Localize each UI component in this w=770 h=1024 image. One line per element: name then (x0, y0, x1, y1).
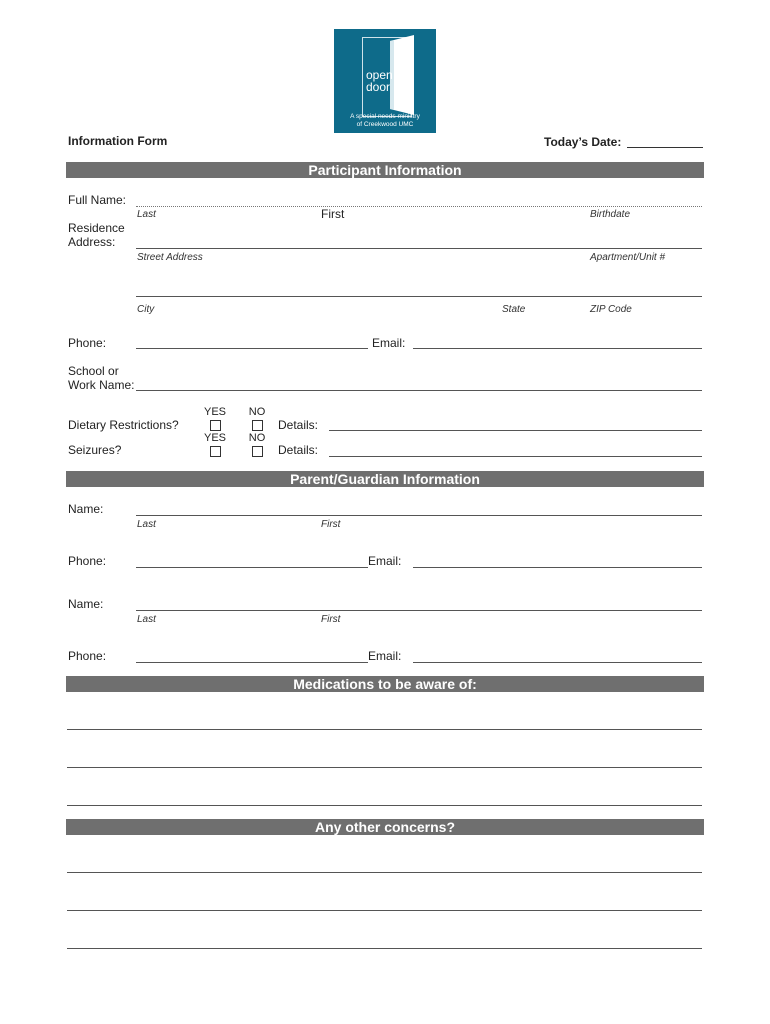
guardian2-name-field[interactable] (136, 610, 702, 611)
medications-line-2[interactable] (67, 767, 702, 768)
guardian1-name-field[interactable] (136, 515, 702, 516)
sub-city: City (137, 304, 155, 315)
medications-line-1[interactable] (67, 729, 702, 730)
seizures-no-checkbox[interactable] (252, 446, 263, 457)
logo-tagline-2: of Creekwood UMC (356, 121, 414, 128)
guardian1-name-label: Name: (68, 502, 104, 516)
guardian2-sub-first: First (321, 614, 341, 625)
dietary-yes-checkbox[interactable] (210, 420, 221, 431)
school-label-1: School or (68, 364, 119, 378)
todays-date-label: Today’s Date: (544, 135, 622, 149)
school-work-field[interactable] (136, 390, 702, 391)
open-door-logo (334, 29, 436, 133)
logo-word-door: door (366, 80, 391, 94)
seizures-no-label: NO (248, 432, 266, 444)
guardian2-name-label: Name: (68, 597, 104, 611)
dietary-details-label: Details: (278, 418, 319, 432)
residence-label-2: Address: (68, 235, 116, 249)
residence-label-1: Residence (68, 221, 125, 235)
guardian2-phone-label: Phone: (68, 649, 107, 663)
logo-word-open: open (366, 68, 393, 82)
medications-line-3[interactable] (67, 805, 702, 806)
guardian1-sub-first: First (321, 519, 341, 530)
concerns-line-2[interactable] (67, 910, 702, 911)
sub-street-address: Street Address (137, 252, 203, 263)
logo-tagline-1: A special needs ministry (350, 113, 420, 120)
section-participant-information: Participant Information (66, 162, 704, 178)
seizures-details-label: Details: (278, 443, 319, 457)
sub-first: First (321, 207, 345, 221)
guardian1-phone-label: Phone: (68, 554, 107, 568)
guardian2-email-label: Email: (368, 649, 402, 663)
sub-zip-code: ZIP Code (590, 304, 632, 315)
participant-phone-label: Phone: (68, 336, 107, 350)
sub-birthdate: Birthdate (590, 209, 631, 220)
full-name-field[interactable] (136, 206, 702, 207)
sub-apartment-unit: Apartment/Unit # (590, 252, 666, 263)
participant-email-field[interactable] (413, 348, 702, 349)
dietary-no-checkbox[interactable] (252, 420, 263, 431)
section-guardian-information: Parent/Guardian Information (66, 471, 704, 487)
todays-date-field[interactable] (627, 147, 703, 148)
sub-state: State (502, 304, 526, 315)
guardian2-phone-field[interactable] (136, 662, 368, 663)
dietary-details-field[interactable] (329, 430, 702, 431)
section-medications: Medications to be aware of: (66, 676, 704, 692)
participant-phone-field[interactable] (136, 348, 368, 349)
guardian1-email-label: Email: (368, 554, 402, 568)
dietary-yes-label: YES (203, 406, 226, 418)
sub-last: Last (137, 209, 156, 220)
guardian2-email-field[interactable] (413, 662, 702, 663)
guardian1-email-field[interactable] (413, 567, 702, 568)
seizures-label: Seizures? (68, 443, 122, 457)
participant-email-label: Email: (372, 336, 406, 350)
full-name-label: Full Name: (68, 193, 127, 207)
guardian2-sub-last: Last (137, 614, 156, 625)
seizures-yes-label: YES (203, 432, 226, 444)
guardian1-phone-field[interactable] (136, 567, 368, 568)
dietary-no-label: NO (248, 406, 266, 418)
seizures-details-field[interactable] (329, 456, 702, 457)
section-other-concerns: Any other concerns? (66, 819, 704, 835)
city-state-zip-field[interactable] (136, 296, 702, 297)
dietary-restrictions-label: Dietary Restrictions? (68, 418, 179, 432)
concerns-line-3[interactable] (67, 948, 702, 949)
form-title: Information Form (68, 134, 168, 148)
school-label-2: Work Name: (68, 378, 135, 392)
guardian1-sub-last: Last (137, 519, 156, 530)
street-address-field[interactable] (136, 248, 702, 249)
concerns-line-1[interactable] (67, 872, 702, 873)
seizures-yes-checkbox[interactable] (210, 446, 221, 457)
